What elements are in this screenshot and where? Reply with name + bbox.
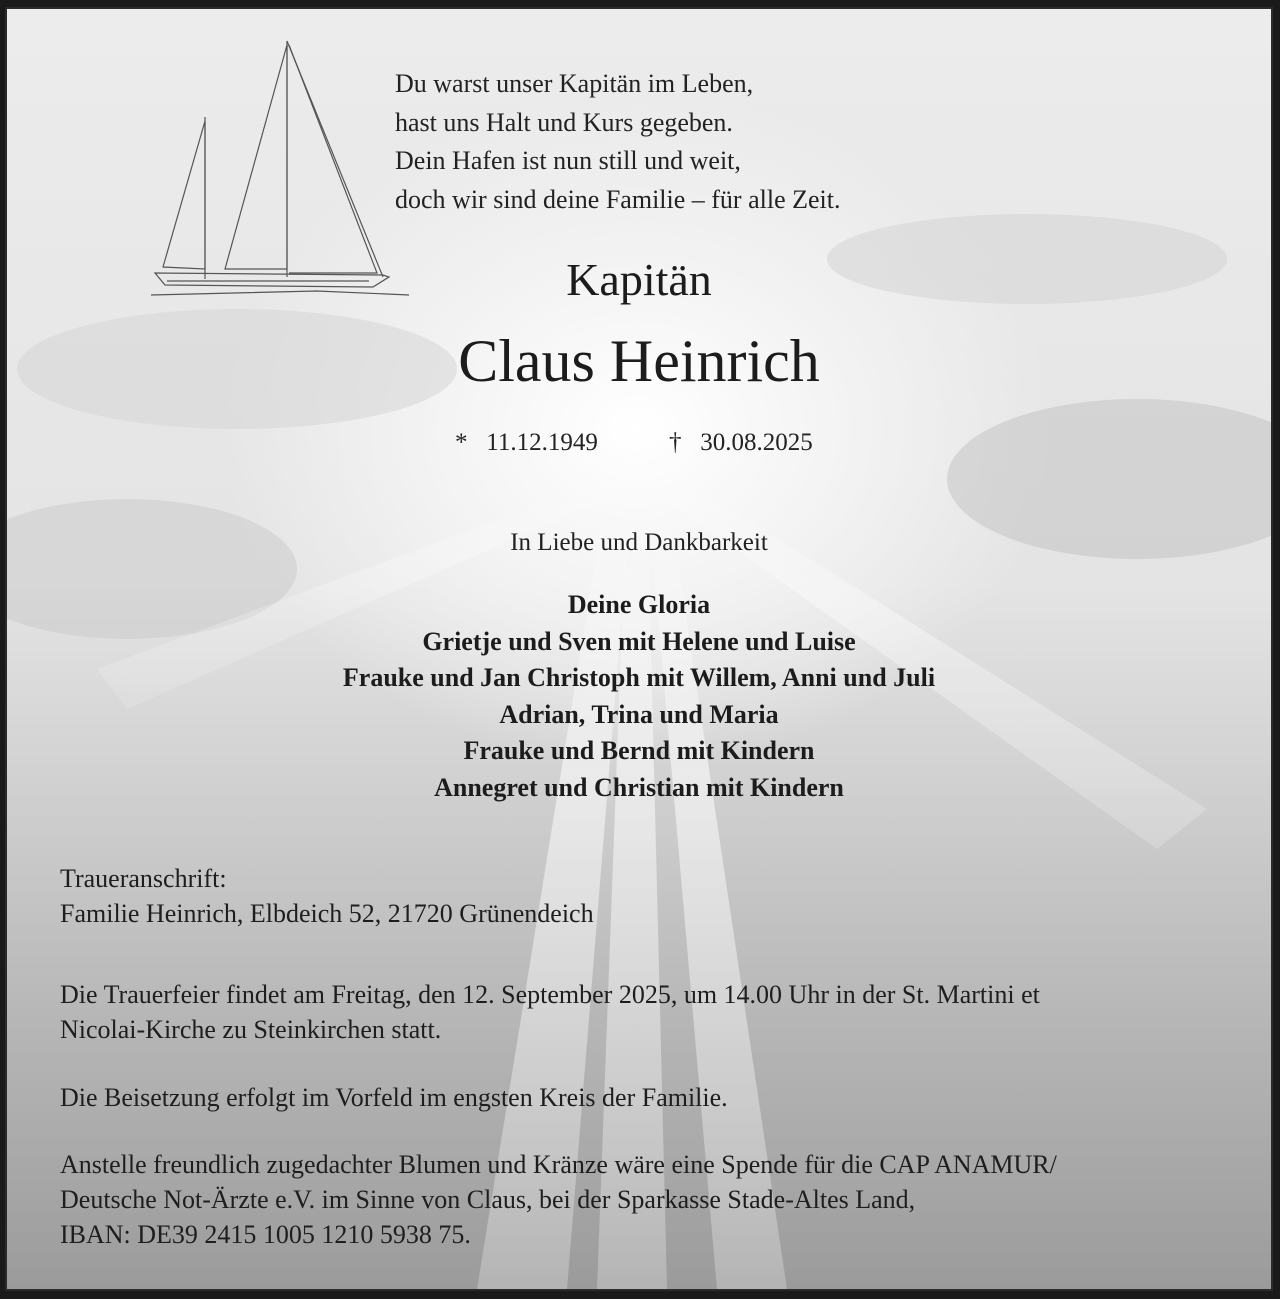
service-line: Die Trauerfeier findet am Freitag, den 12. September 2025, um 14.00 Uhr in der St. Martini et [60,980,1040,1009]
poem-line: hast uns Halt und Kurs gegeben. [395,107,733,137]
death-date: 30.08.2025 [700,429,813,456]
birth-date-group [455,429,598,457]
service-line: Nicolai-Kirche zu Steinkirchen statt. [60,1015,442,1044]
mourner-line: Frauke und Bernd mit Kindern [463,736,815,766]
death-date-group [669,429,813,457]
burial-info [60,1080,1240,1115]
deceased-name: Claus Heinrich [458,328,820,394]
donation-line: Anstelle freundlich zugedachter Blumen und Kränze wäre eine Spende für die CAP ANAMUR/ [60,1150,1057,1179]
poem-line: doch wir sind deine Familie – für alle Zeit. [395,184,841,214]
poem [395,65,841,219]
dedication: In Liebe und Dankbarkeit [510,529,768,556]
funeral-service-info [60,977,1240,1047]
donation-line: Deutsche Not-Ärzte e.V. im Sinne von Claus, bei der Sparkasse Stade-Altes Land, [60,1185,916,1214]
obituary-notice [5,7,1273,1291]
mourner-line: Grietje und Sven mit Helene und Luise [422,626,856,656]
address-label: Traueranschrift: [60,864,227,893]
mourner-line: Annegret und Christian mit Kindern [434,772,844,802]
burial-line: Die Beisetzung erfolgt im Vorfeld im engsten Kreis der Familie. [60,1083,728,1112]
birth-date: 11.12.1949 [486,429,598,456]
mourner-line: Adrian, Trina und Maria [499,699,779,729]
poem-line: Du warst unser Kapitän im Leben, [395,69,754,98]
poem-line: Dein Hafen ist nun still und weit, [395,146,741,175]
death-symbol: † [669,429,682,456]
donation-info [60,1147,1240,1252]
mourner-line: Deine Gloria [567,590,711,619]
mourners-list [7,587,1271,807]
address-value: Familie Heinrich, Elbdeich 52, 21720 Grünendeich [60,899,594,928]
birth-symbol: * [455,429,468,456]
deceased-title: Kapitän [566,254,712,305]
mourner-line: Frauke und Jan Christoph mit Willem, Anni und Juli [342,663,936,693]
mourning-address [60,861,1240,931]
donation-iban: IBAN: DE39 2415 1005 1210 5938 75. [60,1220,471,1249]
